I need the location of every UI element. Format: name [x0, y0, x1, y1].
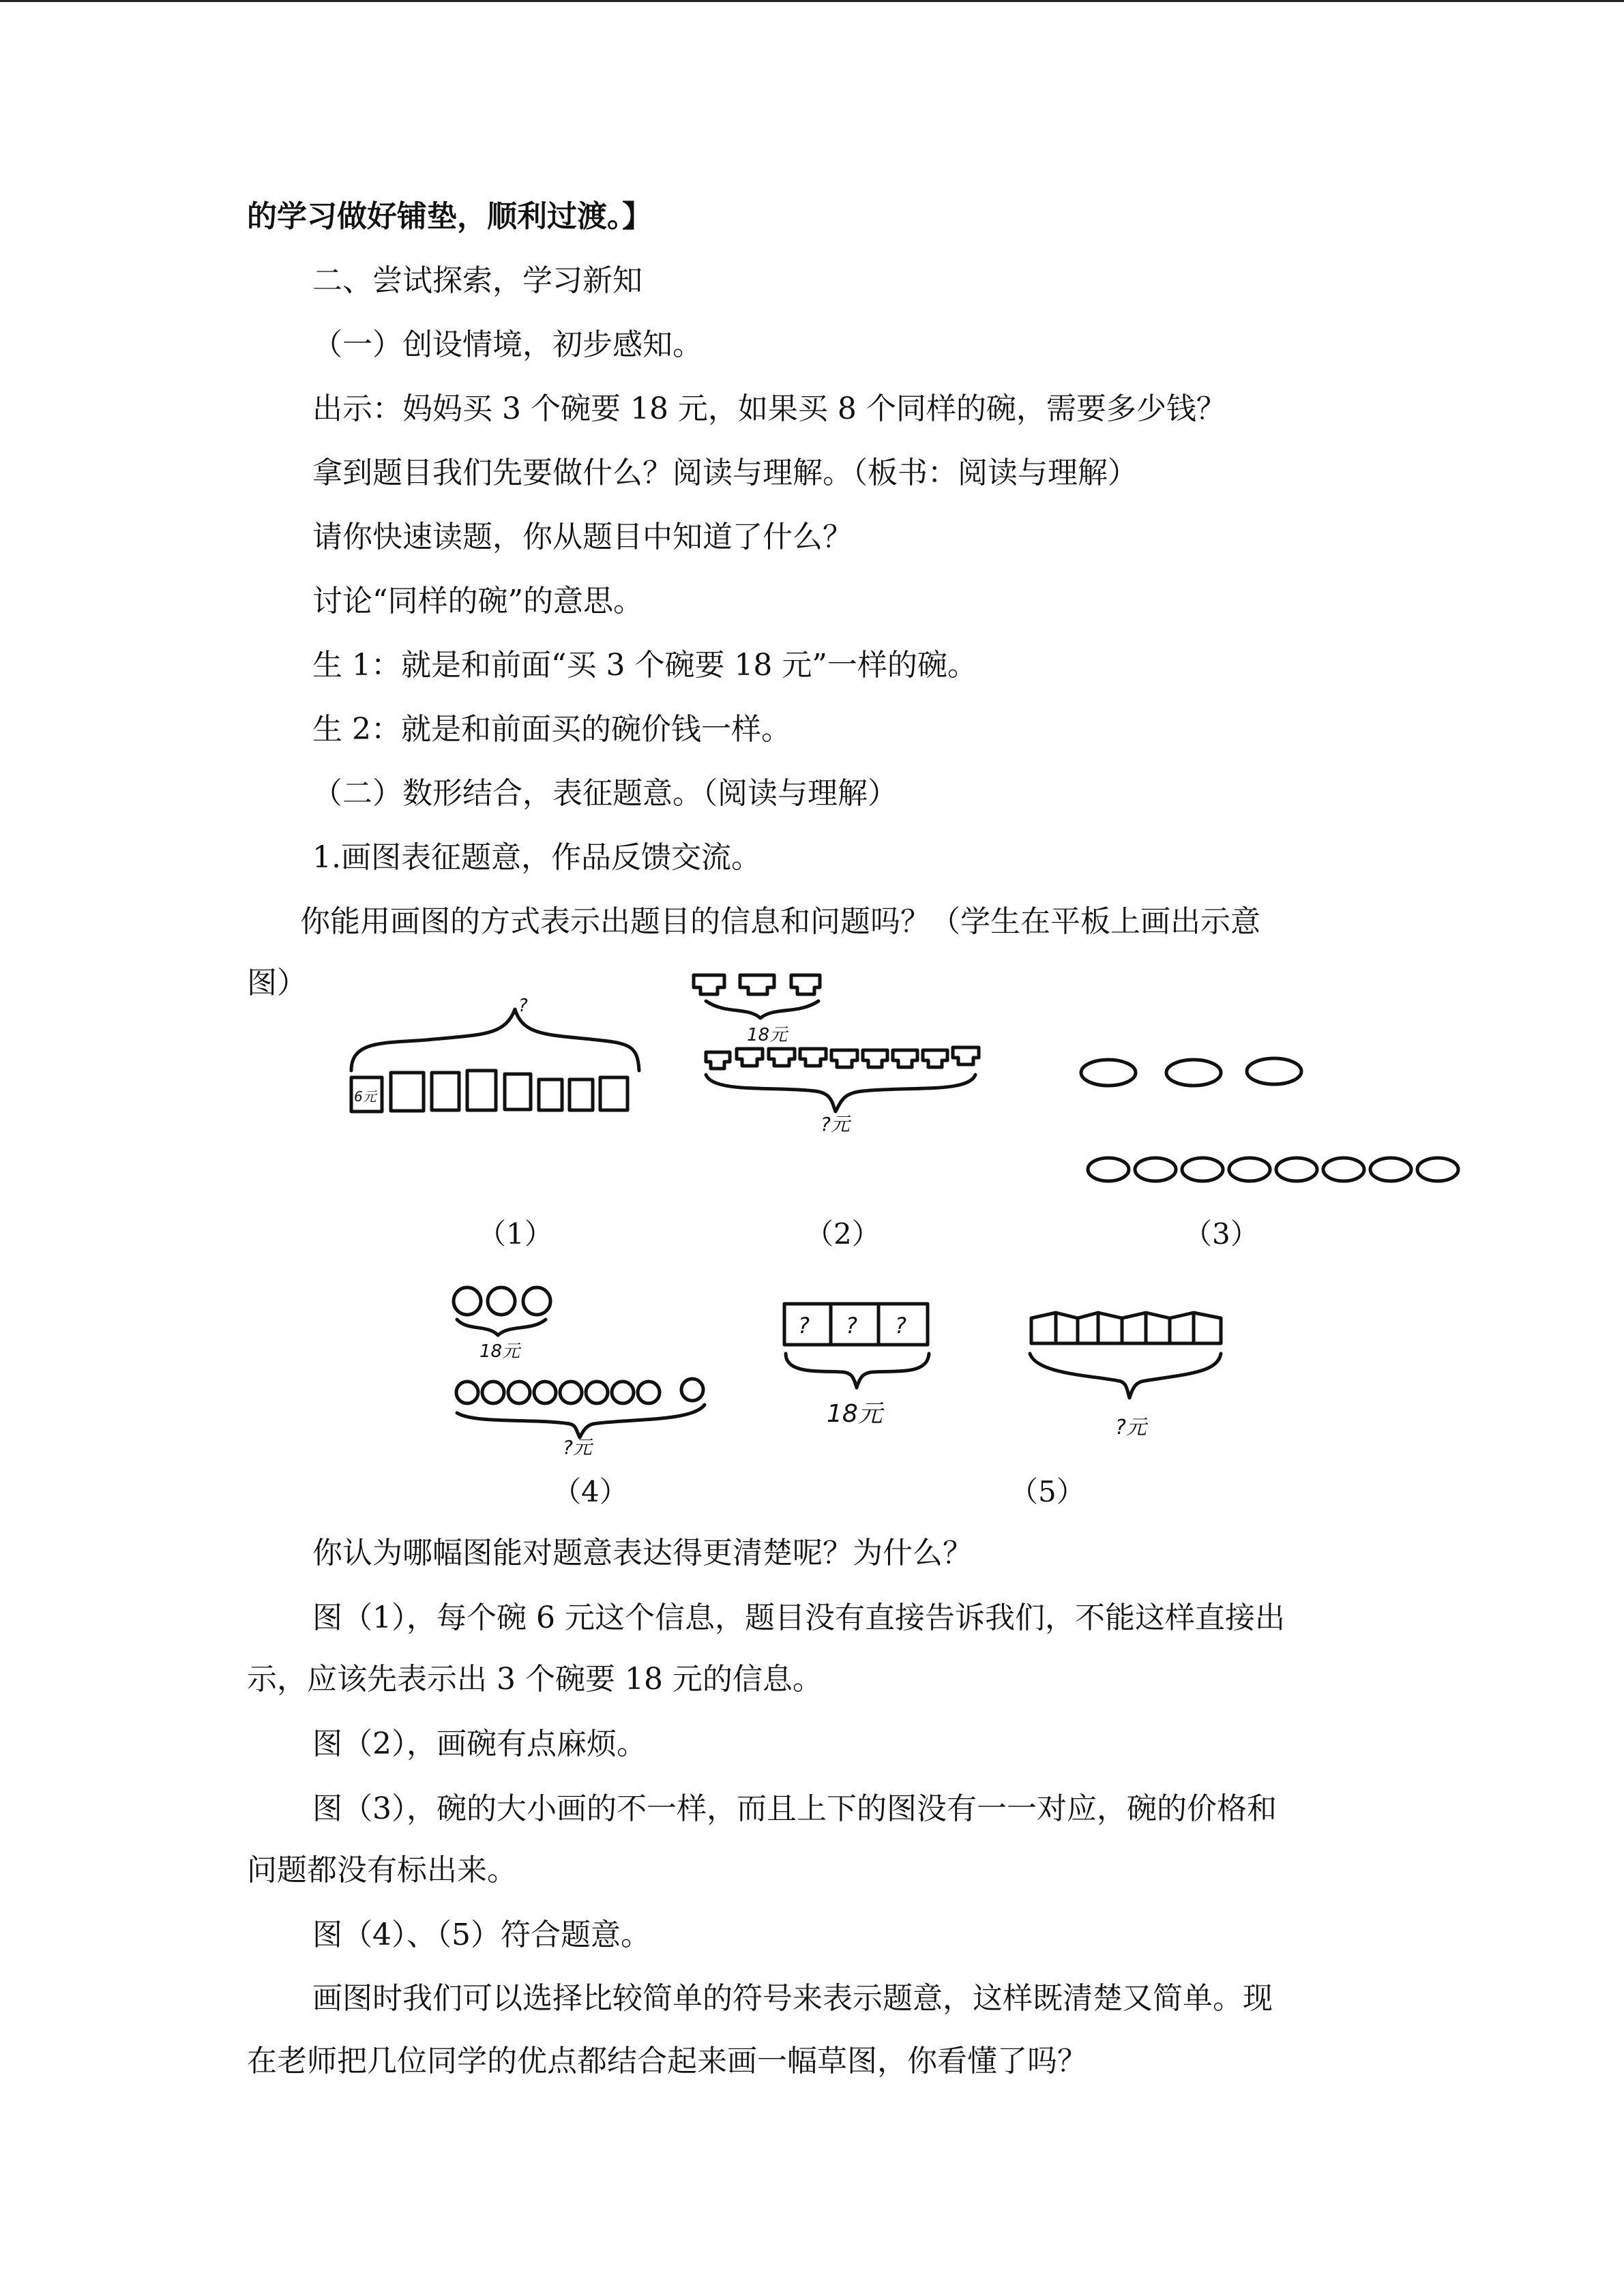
- figure-caption-3: （3）: [1183, 1217, 1259, 1251]
- paragraph: 画图时我们可以选择比较简单的符号来表示题意，这样既清楚又简单。现: [312, 1981, 1273, 2016]
- fig2-bottom-label: ?元: [821, 1113, 850, 1135]
- fig1-brace-label: ?: [518, 996, 528, 1016]
- sketch-figure-4: [447, 1282, 716, 1459]
- fig5-box-2: ?: [846, 1313, 857, 1339]
- paragraph: 1.画图表征题意，作品反馈交流。: [312, 840, 761, 875]
- fig1-first-box-label: 6元: [354, 1088, 377, 1105]
- fig2-top-label: 18元: [747, 1025, 788, 1045]
- paragraph: 图（4）、（5）符合题意。: [312, 1918, 651, 1952]
- student-answer-1: 生 1：就是和前面“买 3 个碗要 18 元”一样的碗。: [312, 648, 977, 683]
- fig4-top-label: 18元: [479, 1341, 520, 1362]
- sketch-figure-2: [685, 967, 992, 1137]
- paragraph-continuation: 在老师把几位同学的优点都结合起来画一幅草图，你看懂了吗？: [247, 2044, 1087, 2078]
- paragraph: 请你快速读题，你从题目中知道了什么？: [312, 520, 853, 554]
- figure-caption-5: （5）: [1009, 1475, 1085, 1508]
- paragraph: 拿到题目我们先要做什么？阅读与理解。（板书：阅读与理解）: [312, 456, 1138, 490]
- paragraph: 你认为哪幅图能对题意表达得更清楚呢？为什么？: [312, 1536, 973, 1570]
- figure-caption-4: （4）: [552, 1475, 628, 1508]
- figure-caption-1: （1）: [477, 1217, 553, 1251]
- paragraph: 图（2），画碗有点麻烦。: [312, 1727, 647, 1761]
- sketch-figure-3: [1078, 1050, 1480, 1193]
- student-answer-2: 生 2：就是和前面买的碗价钱一样。: [312, 712, 791, 747]
- sketch-figure-6: [1023, 1299, 1235, 1446]
- fig4-bottom-label: ?元: [563, 1436, 592, 1459]
- sketch-figure-1: [344, 992, 648, 1118]
- fig6-label: ?元: [1115, 1416, 1147, 1440]
- section-heading-2: 二、尝试探索，学习新知: [312, 263, 643, 298]
- paragraph-continuation: 的学习做好铺垫，顺利过渡。】: [247, 199, 652, 234]
- paragraph-continuation: 图）: [247, 966, 307, 1000]
- fig5-box-3: ?: [895, 1313, 906, 1339]
- paragraph: 图（1），每个碗 6 元这个信息，题目没有直接告诉我们，不能这样直接出: [312, 1600, 1285, 1635]
- paragraph: 图（3），碗的大小画的不一样，而且上下的图没有一一对应，碗的价格和: [312, 1791, 1277, 1826]
- paragraph-continuation: 问题都没有标出来。: [247, 1853, 517, 1888]
- paragraph-continuation: 示，应该先表示出 3 个碗要 18 元的信息。: [247, 1662, 823, 1697]
- sketch-figure-5: [778, 1296, 941, 1435]
- figure-caption-2: （2）: [805, 1217, 881, 1251]
- problem-statement: 出示：妈妈买 3 个碗要 18 元，如果买 8 个同样的碗，需要多少钱？: [312, 391, 1226, 426]
- fig5-box-1: ?: [798, 1313, 810, 1339]
- paragraph: 讨论“同样的碗”的意思。: [312, 584, 643, 618]
- subsection-heading-2: （二）数形结合，表征题意。（阅读与理解）: [312, 776, 898, 811]
- page-top-border: [0, 0, 1624, 2]
- fig5-label: 18元: [827, 1400, 883, 1428]
- subsection-heading-1: （一）创设情境，初步感知。: [312, 327, 703, 362]
- paragraph: 你能用画图的方式表示出题目的信息和问题吗？（学生在平板上画出示意: [300, 904, 1260, 939]
